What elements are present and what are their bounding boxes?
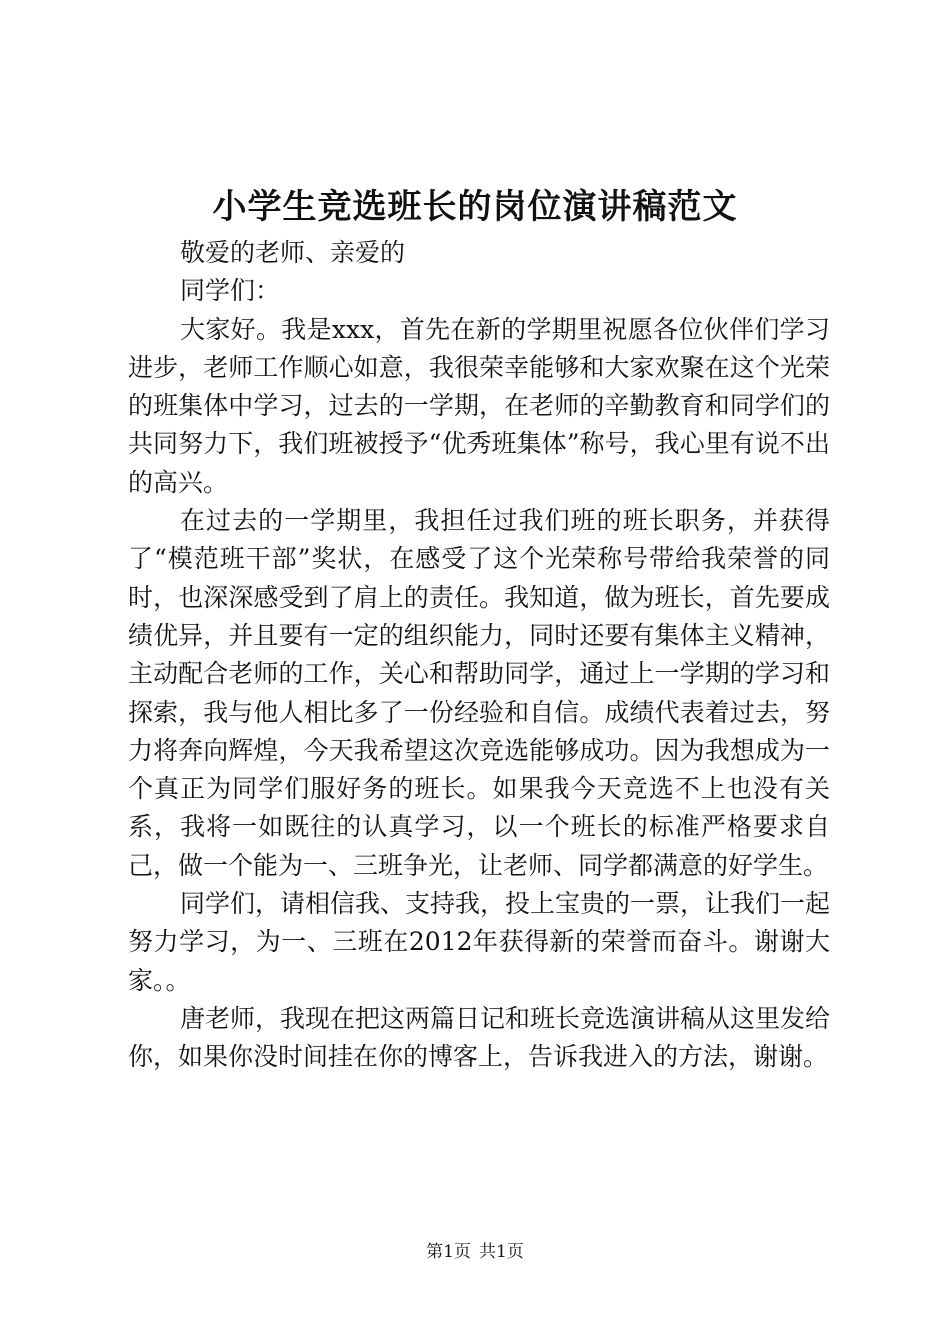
- salutation-line-1: 敬爱的老师、亲爱的: [180, 238, 406, 267]
- document-body: [128, 234, 830, 1077]
- page-footer: [0, 1240, 950, 1264]
- paragraph-appeal: 同学们，请相信我、支持我，投上宝贵的一票，让我们一起努力学习，为一、三班在2012年获得新的荣誉而奋斗。谢谢大家。。: [128, 889, 831, 995]
- paragraph-experience: 在过去的一学期里，我担任过我们班的班长职务，并获得了“模范班干部”奖状，在感受了这个光荣称号带给我荣誉的同时，也深深感受到了肩上的责任。我知道，做为班长，首先要成绩优异，并且要有一定的组织能力，同时还要有集体主义精神，主动配合老师的工作，关心和帮助同学，通过上一学期的学习和探索，我与他人相比多了一份经验和自信。成绩代表着过去，努力将奔向辉煌，今天我希望这次竞选能够成功。因为我想成为一个真正为同学们服好务的班长。如果我今天竞选不上也没有关系，我将一如既往的认真学习，以一个班长的标准严格要求自己，做一个能为一、三班争光，让老师、同学都满意的好学生。: [128, 506, 830, 880]
- document-title: 小学生竞选班长的岗位演讲稿范文: [212, 187, 738, 227]
- paragraph-note: 唐老师，我现在把这两篇日记和班长竞选演讲稿从这里发给你，如果你没时间挂在你的博客上，告诉我进入的方法，谢谢。: [128, 1003, 831, 1072]
- paragraph-greeting: 大家好。我是xxx，首先在新的学期里祝愿各位伙伴们学习进步，老师工作顺心如意，我很荣幸能够和大家欢聚在这个光荣的班集体中学习，过去的一学期，在老师的辛勤教育和同学们的共同努力下，我们班被授予“优秀班集体”称号，我心里有说不出的高兴。: [128, 314, 830, 497]
- page-number-total: 共1页: [479, 1242, 524, 1262]
- page-number-current: 第1页: [426, 1242, 471, 1262]
- salutation-line-2: 同学们：: [180, 276, 281, 306]
